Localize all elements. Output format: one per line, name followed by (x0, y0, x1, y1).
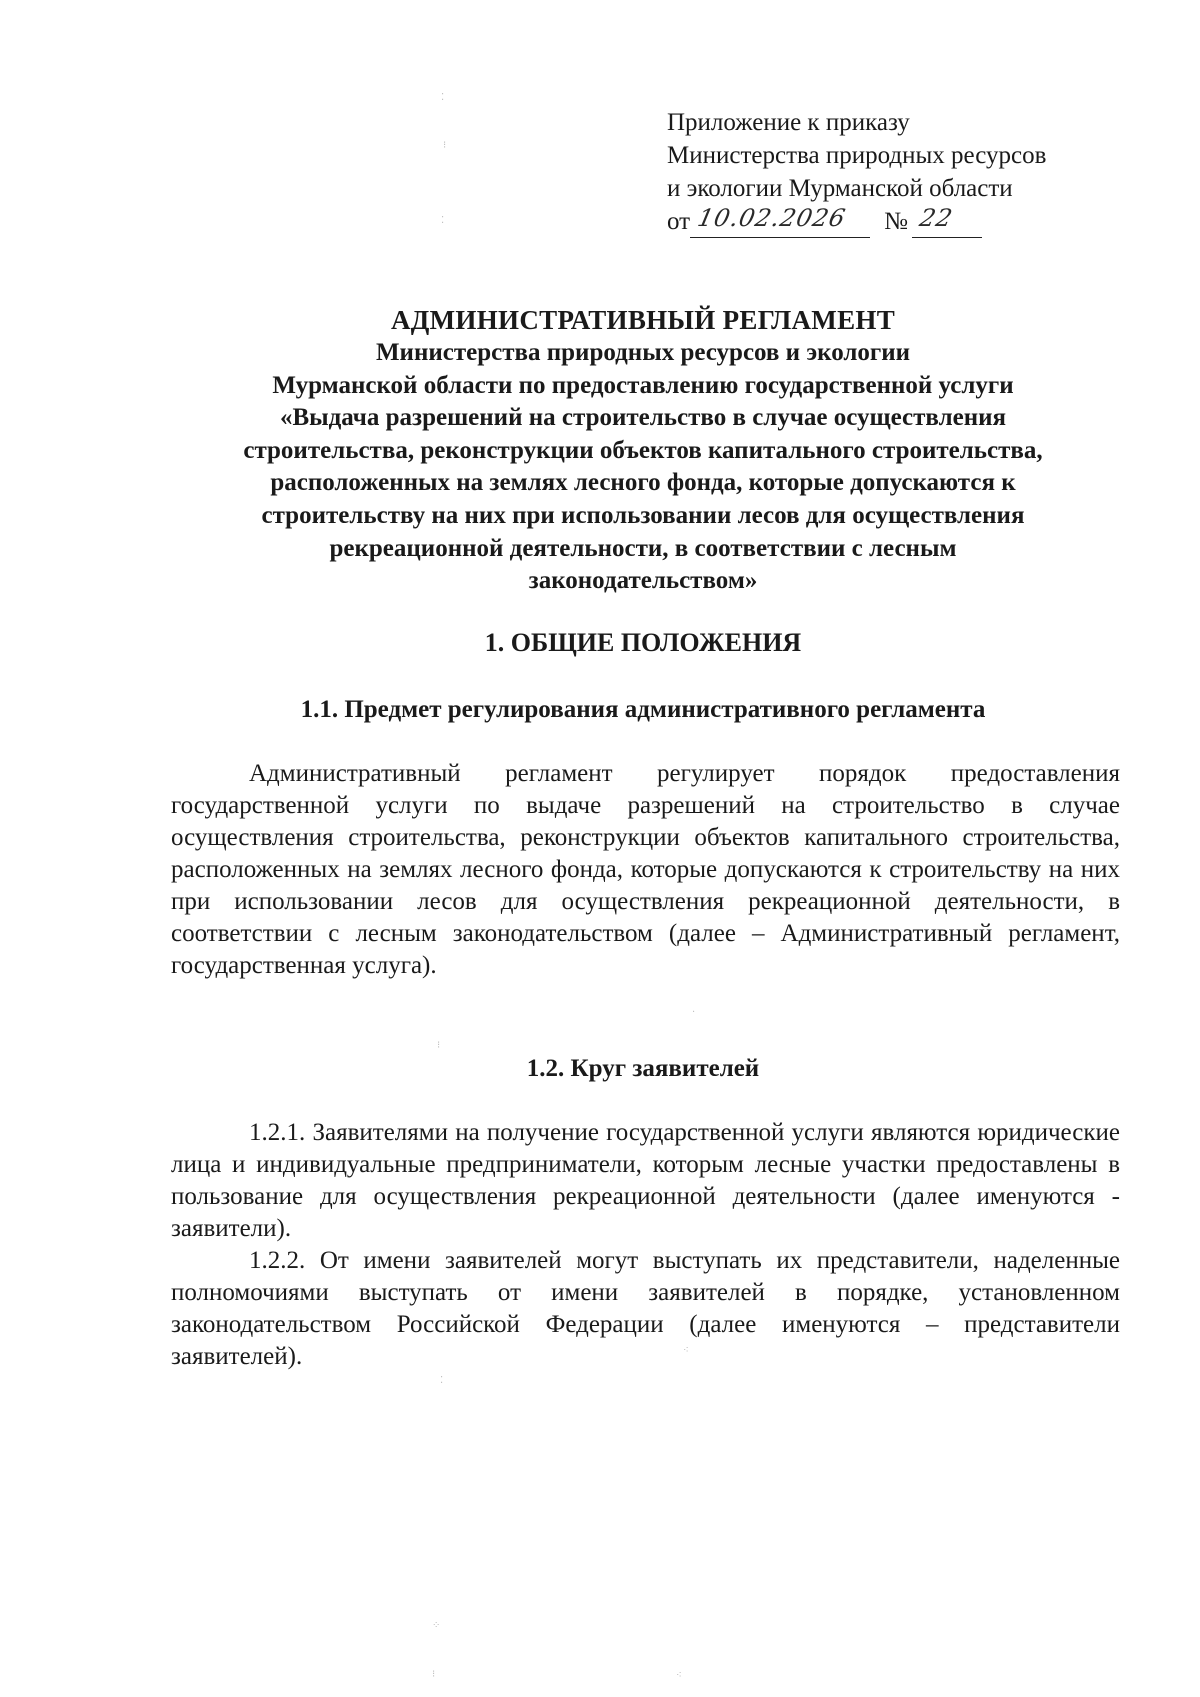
annex-block (667, 106, 1127, 238)
paragraph-1-2-2: 1.2.2. От имени заявителей могут выступать их представители, наделенные полномочиями выступать от имени заявителей в порядке, установленном законодательством Российской Федерации (далее именуются – представители заявителей). (171, 1247, 1120, 1370)
scan-speck: ⁝ (437, 1040, 441, 1051)
document-title: АДМИНИСТРАТИВНЫЙ РЕГЛАМЕНТ (390, 305, 896, 335)
subsection-heading-1-2: 1.2. Круг заявителей (526, 1055, 760, 1082)
subtitle-line-5: расположенных на землях лесного фонда, которые допускаются к (270, 469, 1016, 497)
scan-speck: ⁝ (443, 140, 447, 151)
number-blank (912, 204, 982, 238)
subtitle-line-4: строительства, реконструкции объектов капитального строительства, (243, 436, 1043, 464)
scan-speck: ⁘ (432, 1620, 441, 1631)
annex-line-1: Приложение к приказу (667, 109, 910, 136)
subtitle-line-6: строительству на них при использовании лесов для осуществления (261, 501, 1025, 529)
paragraph-1-2-1: 1.2.1. Заявителями на получение государственной услуги являются юридические лица и индивидуальные предприниматели, которым лесные участки предоставлены в пользование для осуществления рекреационной деятельности (далее именуются - заявители). (171, 1119, 1120, 1242)
subtitle-line-8: законодательством» (528, 567, 758, 595)
section-heading-general: 1. ОБЩИЕ ПОЛОЖЕНИЯ (484, 628, 802, 657)
annex-date-row (667, 205, 1127, 238)
date-prefix: от (667, 208, 691, 235)
scan-speck: · (692, 1007, 696, 1018)
scan-speck: ⁝ (432, 1669, 436, 1680)
subtitle-line-2: Мурманской области по предоставлению государственной услуги (272, 371, 1014, 399)
scan-speck: ⁖ (676, 1670, 682, 1681)
scan-speck: ⁚ (441, 215, 445, 226)
date-blank (690, 204, 870, 238)
paragraph-1-1: Административный регламент регулирует порядок предоставления государственной услуги по выдаче разрешений на строительство в случае осуществления строительства, реконструкции объектов капитального строительства, расположенных на землях лесного фонда, которые допускаются к строительству на них при использовании лесов для осуществления рекреационной деятельности, в соответствии с лесным законодательством (далее – Административный регламент, государственная услуга). (171, 760, 1120, 979)
scan-speck: ⁚ (441, 92, 445, 103)
subtitle-line-7: рекреационной деятельности, в соответствии с лесным (329, 534, 957, 562)
scan-speck: ⁖ (683, 1345, 689, 1356)
annex-line-3: и экологии Мурманской области (667, 175, 1013, 202)
scan-speck: ⁚ (440, 1375, 444, 1386)
handwritten-number: 22 (917, 204, 956, 232)
document-title-block (140, 303, 1146, 598)
annex-line-2: Министерства природных ресурсов (667, 142, 1047, 169)
subtitle-line-3: «Выдача разрешений на строительство в случае осуществления (279, 404, 1007, 432)
subsection-heading-1-1: 1.1. Предмет регулирования административного регламента (300, 696, 986, 723)
subtitle-line-1: Министерства природных ресурсов и экологии (375, 339, 911, 366)
handwritten-date: 10.02.2026 (695, 204, 849, 232)
number-prefix: № (884, 208, 908, 235)
